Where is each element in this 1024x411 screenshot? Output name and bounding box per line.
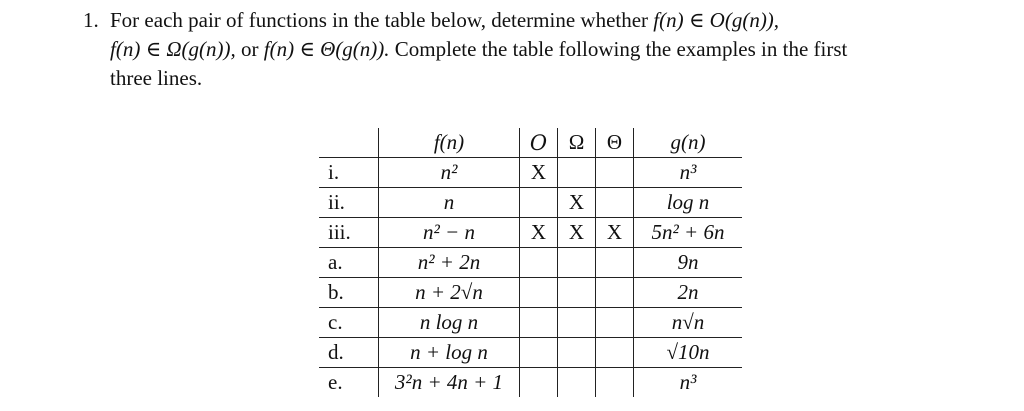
table-row [319,308,742,338]
cell-g: 2n [634,278,743,308]
cell-big-theta [596,248,634,278]
header-big-omega: Ω [558,128,596,158]
table-row [319,368,742,398]
header-g: g(n) [634,128,743,158]
row-label: d. [319,338,379,368]
problem-line-1-text: For each pair of functions in the table below, determine whether [110,8,654,32]
cell-big-omega [558,368,596,398]
cell-big-theta [596,338,634,368]
cell-big-omega: X [558,188,596,218]
header-f: f(n) [379,128,520,158]
row-label: iii. [319,218,379,248]
table-row [319,248,742,278]
cell-f: 3²n + 4n + 1 [379,368,520,398]
header-label-cell [319,128,379,158]
cell-big-theta: X [596,218,634,248]
cell-g: 9n [634,248,743,278]
cell-big-o [520,248,558,278]
row-label: c. [319,308,379,338]
problem-line-2-text: Complete the table following the examples in the first [389,37,848,61]
problem-line-3: three lines. [110,66,203,90]
cell-big-omega: X [558,218,596,248]
problem-line-1 [83,6,1003,35]
cell-g: n³ [634,158,743,188]
cell-big-theta [596,158,634,188]
problem-statement [83,6,1003,93]
table-row [319,218,742,248]
cell-big-theta [596,308,634,338]
cell-big-o [520,188,558,218]
cell-g: n√n [634,308,743,338]
complexity-table [319,128,742,397]
big-omega-expression: f(n) ∈ Ω(g(n)), [110,37,236,61]
row-label: b. [319,278,379,308]
big-theta-expression: f(n) ∈ Θ(g(n)). [263,37,390,61]
cell-f: n log n [379,308,520,338]
row-label: ii. [319,188,379,218]
problem-or-text: or [235,37,264,61]
big-o-expression: f(n) ∈ O(g(n)), [653,8,780,32]
problem-line-2 [83,35,1003,64]
row-label: e. [319,368,379,398]
cell-big-o [520,338,558,368]
row-label: a. [319,248,379,278]
header-big-o: O [520,128,558,158]
table-row [319,158,742,188]
cell-big-omega [558,278,596,308]
cell-g: n³ [634,368,743,398]
cell-f: n² − n [379,218,520,248]
cell-f: n² [379,158,520,188]
cell-big-omega [558,158,596,188]
table-row [319,188,742,218]
cell-big-o [520,308,558,338]
cell-f: n² + 2n [379,248,520,278]
cell-g: 5n² + 6n [634,218,743,248]
cell-big-o: X [520,218,558,248]
table-header-row [319,128,742,158]
cell-big-theta [596,368,634,398]
cell-f: n + 2√n [379,278,520,308]
problem-number: 1. [83,8,99,32]
cell-big-o: X [520,158,558,188]
cell-g: √10n [634,338,743,368]
cell-big-omega [558,308,596,338]
cell-g: log n [634,188,743,218]
cell-f: n + log n [379,338,520,368]
table-row [319,338,742,368]
table-row [319,278,742,308]
cell-big-omega [558,248,596,278]
cell-big-omega [558,338,596,368]
cell-big-theta [596,188,634,218]
row-label: i. [319,158,379,188]
cell-big-o [520,278,558,308]
cell-f: n [379,188,520,218]
cell-big-theta [596,278,634,308]
header-big-theta: Θ [596,128,634,158]
cell-big-o [520,368,558,398]
